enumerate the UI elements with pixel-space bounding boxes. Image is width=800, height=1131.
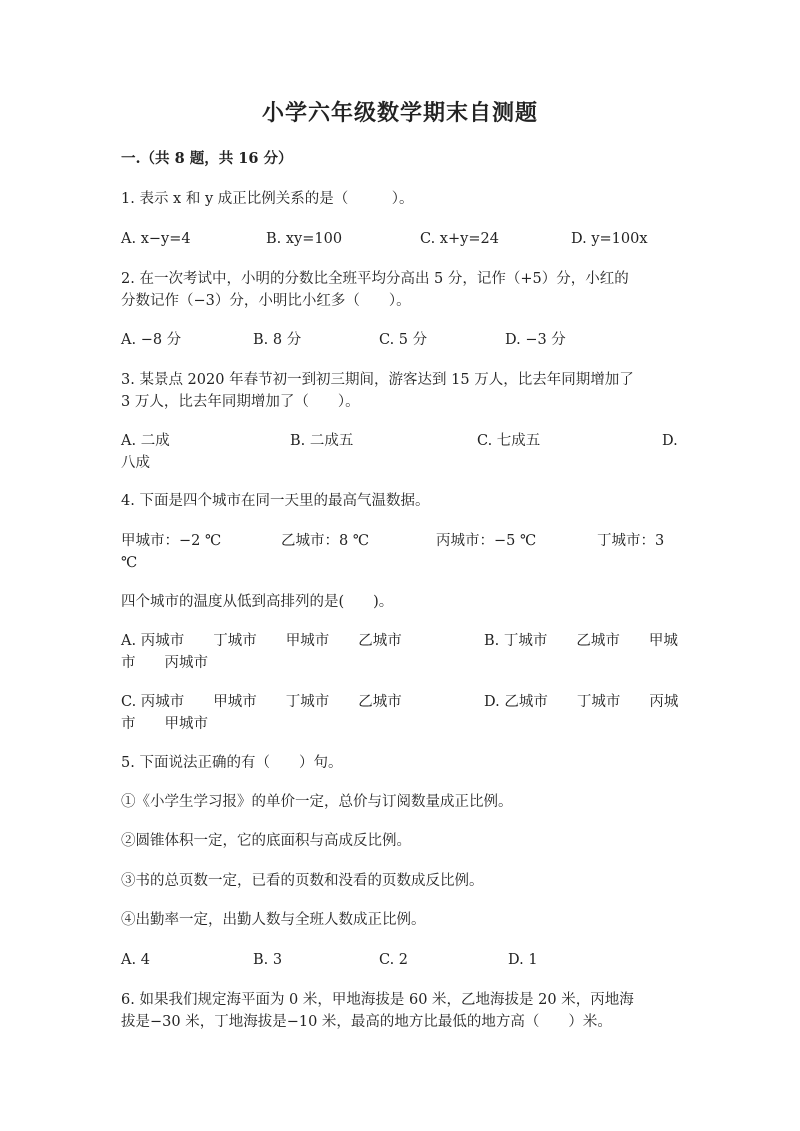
question-4-ask: 四个城市的温度从低到高排列的是( )。 [121,594,394,610]
question-2-option-c: C. 5 分 [379,332,428,348]
question-3-option-d: D. [662,433,678,449]
question-4-stem: 4. 下面是四个城市在同一天里的最高气温数据。 [121,493,430,509]
question-5-option-a: A. 4 [121,952,150,968]
question-3-stem-line-2: 3 万人，比去年同期增加了（ ）。 [121,394,360,410]
city-ding-temperature: 丁城市：3 [597,533,665,549]
question-2-option-a: A. −8 分 [121,332,182,348]
question-5-option-c: C. 2 [379,952,409,968]
question-5-statement-1: ①《小学生学习报》的单价一定，总价与订阅数量成正比例。 [121,794,513,810]
question-5-statement-2: ②圆锥体积一定，它的底面积与高成反比例。 [121,833,411,849]
city-yi-temperature: 乙城市：8 ℃ [281,533,370,549]
question-4-option-d-wrap: 市 甲城市 [121,716,208,732]
question-3-option-a: A. 二成 [121,433,170,449]
question-3-option-d-wrap: 八成 [121,455,150,471]
question-2-stem-line-2: 分数记作（−3）分，小明比小红多（ ）。 [121,293,411,309]
question-6-stem-line-2: 拔是−30 米，丁地海拔是−10 米，最高的地方比最低的地方高（ ）米。 [121,1014,612,1030]
question-4-option-b-wrap: 市 丙城市 [121,655,208,671]
question-5-statement-3: ③书的总页数一定，已看的页数和没看的页数成反比例。 [121,873,484,889]
question-2-option-d: D. −3 分 [505,332,566,348]
question-6-stem-line-1: 6. 如果我们规定海平面为 0 米，甲地海拔是 60 米，乙地海拔是 20 米，丙地海 [121,992,634,1008]
question-5-statement-4: ④出勤率一定，出勤人数与全班人数成正比例。 [121,912,426,928]
question-3-stem-line-1: 3. 某景点 2020 年春节初一到初三期间，游客达到 15 万人，比去年同期增加了 [121,372,634,388]
question-1-option-b: B. xy=100 [266,231,343,247]
question-2-stem-line-1: 2. 在一次考试中，小明的分数比全班平均分高出 5 分，记作（+5）分，小红的 [121,271,629,287]
city-bing-temperature: 丙城市：−5 ℃ [436,533,537,549]
question-2-option-b: B. 8 分 [253,332,302,348]
question-3-option-c: C. 七成五 [477,433,541,449]
question-1-stem: 1. 表示 x 和 y 成正比例关系的是（ ）。 [121,191,414,207]
question-1-option-c: C. x+y=24 [420,231,499,247]
question-4-option-a: A. 丙城市 丁城市 甲城市 乙城市 [121,633,402,649]
city-ding-temperature-unit: ℃ [121,555,138,571]
question-5-option-b: B. 3 [253,952,283,968]
question-4-option-b: B. 丁城市 乙城市 甲城 [484,633,678,649]
question-4-option-d: D. 乙城市 丁城市 丙城 [484,694,679,710]
section-heading: 一.（共 8 题，共 16 分） [121,150,293,167]
question-5-stem: 5. 下面说法正确的有（ ）句。 [121,755,343,771]
question-4-option-c: C. 丙城市 甲城市 丁城市 乙城市 [121,694,402,710]
page-title: 小学六年级数学期末自测题 [261,100,538,126]
question-1-option-a: A. x−y=4 [121,231,191,247]
question-5-option-d: D. 1 [508,952,538,968]
city-jia-temperature: 甲城市：−2 ℃ [121,533,222,549]
question-1-option-d: D. y=100x [571,231,648,247]
question-3-option-b: B. 二成五 [290,433,354,449]
